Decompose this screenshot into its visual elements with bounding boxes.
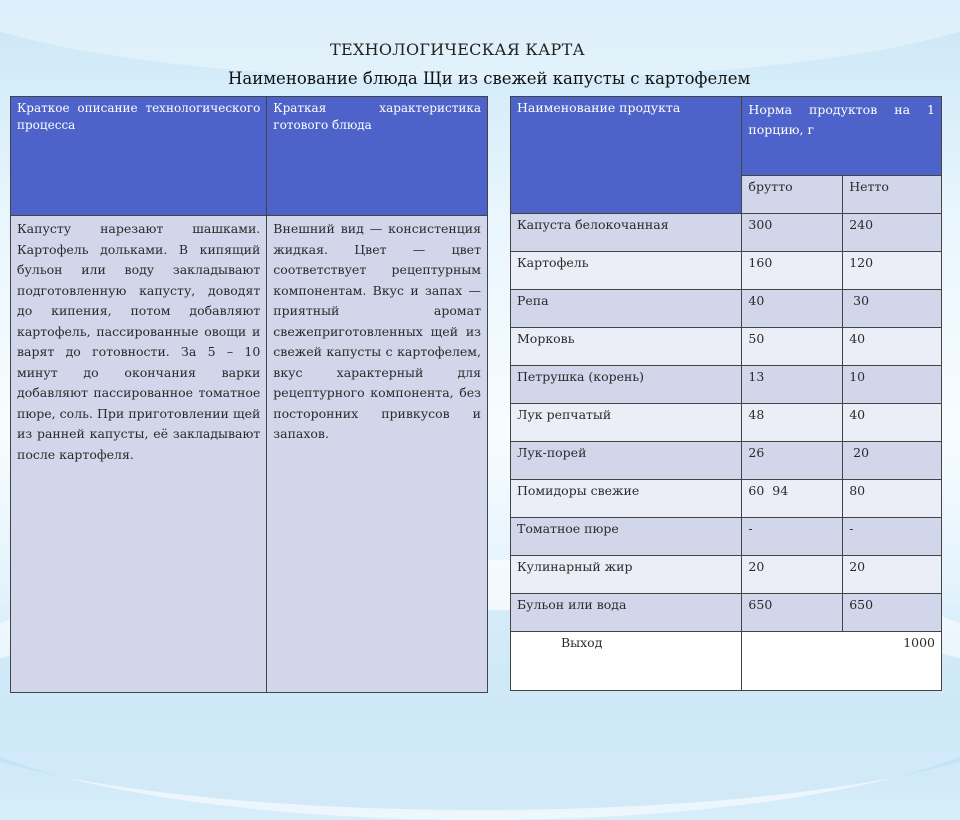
page-title: ТЕХНОЛОГИЧЕСКАЯ КАРТА (330, 40, 585, 59)
brutto-value: 48 (742, 404, 843, 442)
norm-header: Норма продуктов на 1 порцию, г (742, 97, 942, 176)
netto-value: 650 (843, 594, 942, 632)
process-description-header: Краткое описание технологического процесса (11, 97, 267, 216)
product-name: Капуста белокочанная (511, 214, 742, 252)
table-row (511, 366, 942, 404)
table-row (511, 252, 942, 290)
brutto-value: 300 (742, 214, 843, 252)
brutto-value: 160 (742, 252, 843, 290)
netto-value: - (843, 518, 942, 556)
brutto-header: брутто (742, 176, 843, 214)
netto-value: 240 (843, 214, 942, 252)
product-name: Лук репчатый (511, 404, 742, 442)
brutto-value: 13 (742, 366, 843, 404)
process-description-text: Капусту нарезают шашками. Картофель дольками. В кипящий бульон или воду закладывают подготовленную капусту, доводят до кипения, потом добавляют картофель, пассированные овощи и варят до готовности. За 5 – 10 минут до окончания варки добавляют пассированное томатное пюре, соль. При приготовлении щей из ранней капусты, её закладывают после картофеля. (11, 216, 267, 693)
brutto-value: 40 (742, 290, 843, 328)
ingredients-table (510, 96, 942, 691)
netto-value: 30 (843, 290, 942, 328)
product-name: Томатное пюре (511, 518, 742, 556)
netto-value: 20 (843, 556, 942, 594)
brutto-value: 60 94 (742, 480, 843, 518)
netto-value: 20 (843, 442, 942, 480)
brutto-value: 26 (742, 442, 843, 480)
table-row (511, 594, 942, 632)
netto-value: 120 (843, 252, 942, 290)
product-name: Бульон или вода (511, 594, 742, 632)
product-name: Лук-порей (511, 442, 742, 480)
brutto-value: - (742, 518, 843, 556)
output-row (511, 632, 942, 691)
product-name: Картофель (511, 252, 742, 290)
netto-value: 80 (843, 480, 942, 518)
output-label: Выход (511, 632, 742, 691)
table-row (511, 442, 942, 480)
product-name-header: Наименование продукта (511, 97, 742, 214)
table-row (511, 404, 942, 442)
netto-value: 40 (843, 404, 942, 442)
output-value: 1000 (742, 632, 942, 691)
product-name: Петрушка (корень) (511, 366, 742, 404)
product-name: Кулинарный жир (511, 556, 742, 594)
brutto-value: 650 (742, 594, 843, 632)
dish-characteristics-header: Краткая характеристика готового блюда (267, 97, 488, 216)
netto-value: 10 (843, 366, 942, 404)
table-row (511, 556, 942, 594)
brutto-value: 50 (742, 328, 843, 366)
table-row (511, 480, 942, 518)
table-row (511, 290, 942, 328)
table-row (511, 518, 942, 556)
brutto-value: 20 (742, 556, 843, 594)
product-name: Помидоры свежие (511, 480, 742, 518)
table-row (511, 214, 942, 252)
dish-name-line: Наименование блюда Щи из свежей капусты с картофелем (228, 69, 751, 88)
netto-value: 40 (843, 328, 942, 366)
product-name: Морковь (511, 328, 742, 366)
dish-characteristics-text: Внешний вид — консистенция жидкая. Цвет — цвет соответствует рецептурным компонентам. Вкус и запах — приятный аромат свежеприготовленных щей из свежей капусты с картофелем, вкус характерный для рецептурного компонента, без посторонних привкусов и запахов. (267, 216, 488, 693)
netto-header: Нетто (843, 176, 942, 214)
process-table (10, 96, 488, 693)
product-name: Репа (511, 290, 742, 328)
table-row (511, 328, 942, 366)
